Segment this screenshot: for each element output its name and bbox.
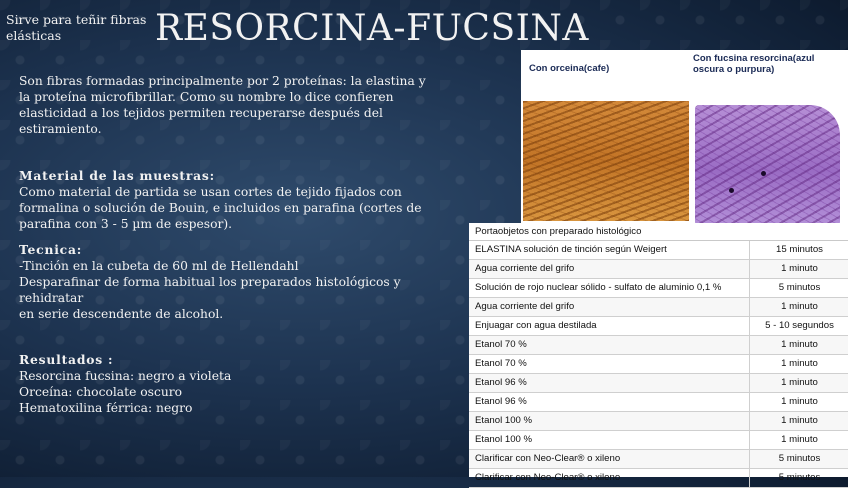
resultados-line: Hematoxilina férrica: negro bbox=[19, 401, 193, 415]
cell-marker bbox=[729, 188, 734, 193]
time-cell: 15 minutos bbox=[749, 241, 848, 259]
step-cell: Clarificar con Neo-Clear® o xileno bbox=[475, 453, 621, 464]
resultados-line: Orceína: chocolate oscuro bbox=[19, 385, 183, 399]
tecnica-line: Desparafinar de forma habitual los preparados histológicos y rehidratar bbox=[19, 275, 401, 305]
table-row bbox=[469, 450, 848, 469]
step-cell: Etanol 70 % bbox=[475, 358, 527, 369]
step-cell: Etanol 100 % bbox=[475, 415, 533, 426]
time-cell: 1 minuto bbox=[749, 355, 848, 373]
caption-orcein: Con orceina(cafe) bbox=[529, 63, 610, 74]
time-cell: 5 minutos bbox=[749, 469, 848, 487]
tecnica-heading: Tecnica: bbox=[19, 242, 83, 257]
time-cell: 1 minuto bbox=[749, 336, 848, 354]
material-heading: Material de las muestras: bbox=[19, 168, 215, 183]
table-row bbox=[469, 355, 848, 374]
fucsina-micrograph-image bbox=[695, 105, 840, 226]
tecnica-line: en serie descendente de alcohol. bbox=[19, 307, 224, 321]
table-header: Portaobjetos con preparado histológico bbox=[469, 223, 848, 241]
time-cell: 5 - 10 segundos bbox=[749, 317, 848, 335]
table-row bbox=[469, 374, 848, 393]
step-cell: Agua corriente del grifo bbox=[475, 263, 575, 274]
table-row bbox=[469, 469, 848, 488]
step-cell: Clarificar con Neo-Clear® o xileno bbox=[475, 472, 621, 483]
step-cell: Enjuagar con agua destilada bbox=[475, 320, 597, 331]
step-cell: Etanol 100 % bbox=[475, 434, 533, 445]
resultados-line: Resorcina fucsina: negro a violeta bbox=[19, 369, 232, 383]
slide-subtitle: Sirve para teñir fibras elásticas bbox=[6, 12, 147, 43]
material-text: Como material de partida se usan cortes de tejido fijados con formalina o solución de Bouin, e incluidos en parafina (cortes de parafina con 3 - 5 µm de espesor). bbox=[19, 185, 422, 231]
step-cell: Etanol 70 % bbox=[475, 339, 527, 350]
time-cell: 1 minuto bbox=[749, 260, 848, 278]
table-row bbox=[469, 412, 848, 431]
table-row bbox=[469, 393, 848, 412]
table-row bbox=[469, 241, 848, 260]
table-row bbox=[469, 260, 848, 279]
time-cell: 1 minuto bbox=[749, 393, 848, 411]
time-cell: 1 minuto bbox=[749, 298, 848, 316]
tecnica-line: -Tinción en la cubeta de 60 ml de Hellendahl bbox=[19, 259, 299, 273]
time-cell: 1 minuto bbox=[749, 431, 848, 449]
micrograph-panel bbox=[521, 50, 848, 226]
tecnica-section bbox=[19, 242, 439, 322]
table-row bbox=[469, 431, 848, 450]
caption-fucsina: Con fucsina resorcina(azul oscura o purpura) bbox=[693, 53, 815, 75]
protocol-table bbox=[469, 223, 848, 483]
cell-marker bbox=[761, 171, 766, 176]
slide-title: RESORCINA-FUCSINA bbox=[155, 8, 589, 49]
time-cell: 5 minutos bbox=[749, 279, 848, 297]
resultados-heading: Resultados : bbox=[19, 352, 114, 367]
time-cell: 5 minutos bbox=[749, 450, 848, 468]
step-cell: Etanol 96 % bbox=[475, 396, 527, 407]
table-row bbox=[469, 336, 848, 355]
time-cell: 1 minuto bbox=[749, 374, 848, 392]
material-section bbox=[19, 168, 429, 232]
table-row bbox=[469, 298, 848, 317]
time-cell: 1 minuto bbox=[749, 412, 848, 430]
step-cell: Etanol 96 % bbox=[475, 377, 527, 388]
intro-paragraph: Son fibras formadas principalmente por 2 proteínas: la elastina y la proteína microfibrillar. Como su nombre lo dice confieren elasticidad a los tejidos permiten recuperarse después del estiramiento. bbox=[19, 74, 426, 136]
step-cell: Solución de rojo nuclear sólido - sulfato de aluminio 0,1 % bbox=[475, 282, 722, 293]
table-row bbox=[469, 317, 848, 336]
step-cell: Agua corriente del grifo bbox=[475, 301, 575, 312]
orcein-micrograph-image bbox=[523, 101, 689, 221]
resultados-section bbox=[19, 352, 319, 416]
table-row bbox=[469, 279, 848, 298]
table-body bbox=[469, 241, 848, 488]
step-cell: ELASTINA solución de tinción según Weigert bbox=[475, 244, 667, 255]
